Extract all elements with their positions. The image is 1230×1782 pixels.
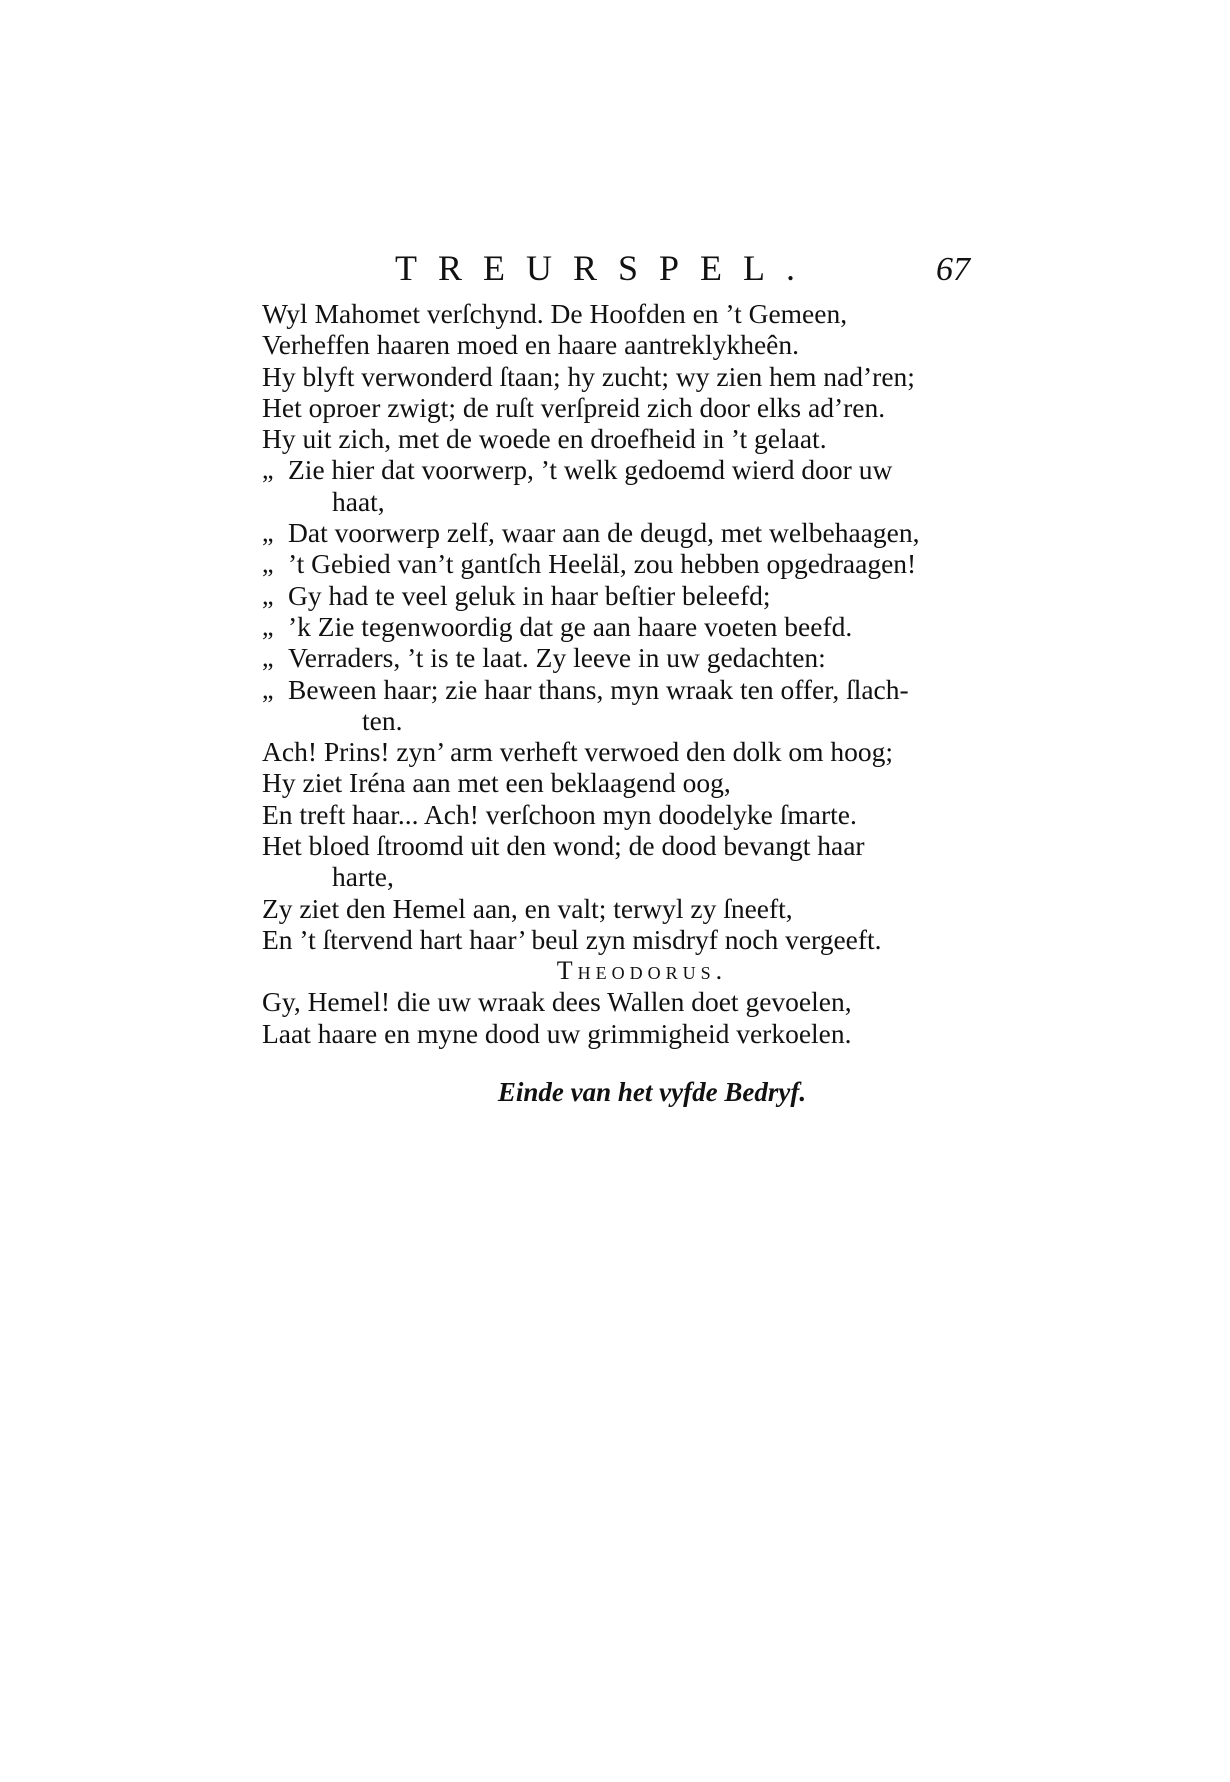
page-header [262, 248, 982, 298]
verse-line [262, 454, 982, 485]
verse-line [262, 548, 982, 579]
verse-line [262, 642, 982, 673]
verse-line: Verheffen haaren moed en haare aantreklykheên. [262, 329, 799, 361]
page-number: 67 [936, 251, 970, 288]
verse-line [262, 580, 982, 611]
verse-line [262, 611, 982, 642]
verse-line-continuation: harte, [332, 861, 394, 893]
verse-line-text: Dat voorwerp zelf, waar aan de deugd, met welbehaagen, [288, 517, 920, 549]
speaker-name: Theodorus. [556, 956, 728, 986]
quotation-mark: „ [262, 518, 274, 548]
verse-line: Ach! Prins! zyn’ arm verheft verwoed den dolk om hoog; [262, 736, 894, 768]
running-title: TREURSPEL. [395, 248, 817, 288]
verse-line [262, 674, 982, 705]
verse-line: Hy blyft verwonderd ſtaan; hy zucht; wy zien hem nad’ren; [262, 360, 915, 392]
quotation-mark: „ [262, 674, 274, 704]
verse-line [262, 517, 982, 548]
quotation-mark: „ [262, 611, 274, 641]
book-page [262, 248, 982, 1108]
verse-line: Hy ziet Iréna aan met een beklaagend oog, [262, 767, 731, 799]
verse-line: Hy uit zich, met de woede en droefheid in ’t gelaat. [262, 423, 827, 455]
end-of-act-note: Einde van het vyfde Bedryf. [497, 1076, 807, 1107]
verse-line-text: Beween haar; zie haar thans, myn wraak ten offer, ſlach- [288, 673, 909, 705]
verse-line-text: ’t Gebied van’t gantſch Heeläl, zou hebben opgedraagen! [288, 548, 917, 580]
verse-line: Zy ziet den Hemel aan, en valt; terwyl zy ſneeft, [262, 892, 793, 924]
verse-line: En ’t ſtervend hart haar’ beul zyn misdryf noch vergeeft. [262, 923, 882, 955]
verse-line-text: Zie hier dat voorwerp, ’t welk gedoemd wierd door uw [288, 454, 893, 486]
verse-text [262, 298, 982, 1049]
verse-line: Het bloed ſtroomd uit den wond; de dood bevangt haar [262, 830, 865, 862]
verse-line: En treft haar... Ach! verſchoon myn doodelyke ſmarte. [262, 798, 857, 830]
verse-line-text: Gy had te veel geluk in haar beſtier beleefd; [288, 579, 771, 611]
verse-line-text: ’k Zie tegenwoordig dat ge aan haare voeten beefd. [288, 610, 853, 642]
verse-line: Wyl Mahomet verſchynd. De Hoofden en ’t Gemeen, [262, 298, 848, 329]
quotation-mark: „ [262, 580, 274, 610]
verse-line: Laat haare en myne dood uw grimmigheid verkoelen. [262, 1017, 852, 1049]
verse-line: Het oproer zwigt; de ruſt verſpreid zich door elks ad’ren. [262, 391, 886, 423]
verse-line-text: Verraders, ’t is te laat. Zy leeve in uw gedachten: [288, 642, 826, 674]
verse-line-continuation: haat, [332, 485, 385, 517]
quotation-mark: „ [262, 549, 274, 579]
verse-line: Gy, Hemel! die uw wraak dees Wallen doet gevoelen, [262, 986, 852, 1018]
quotation-mark: „ [262, 455, 274, 485]
verse-line-continuation: ten. [362, 704, 403, 736]
quotation-mark: „ [262, 643, 274, 673]
